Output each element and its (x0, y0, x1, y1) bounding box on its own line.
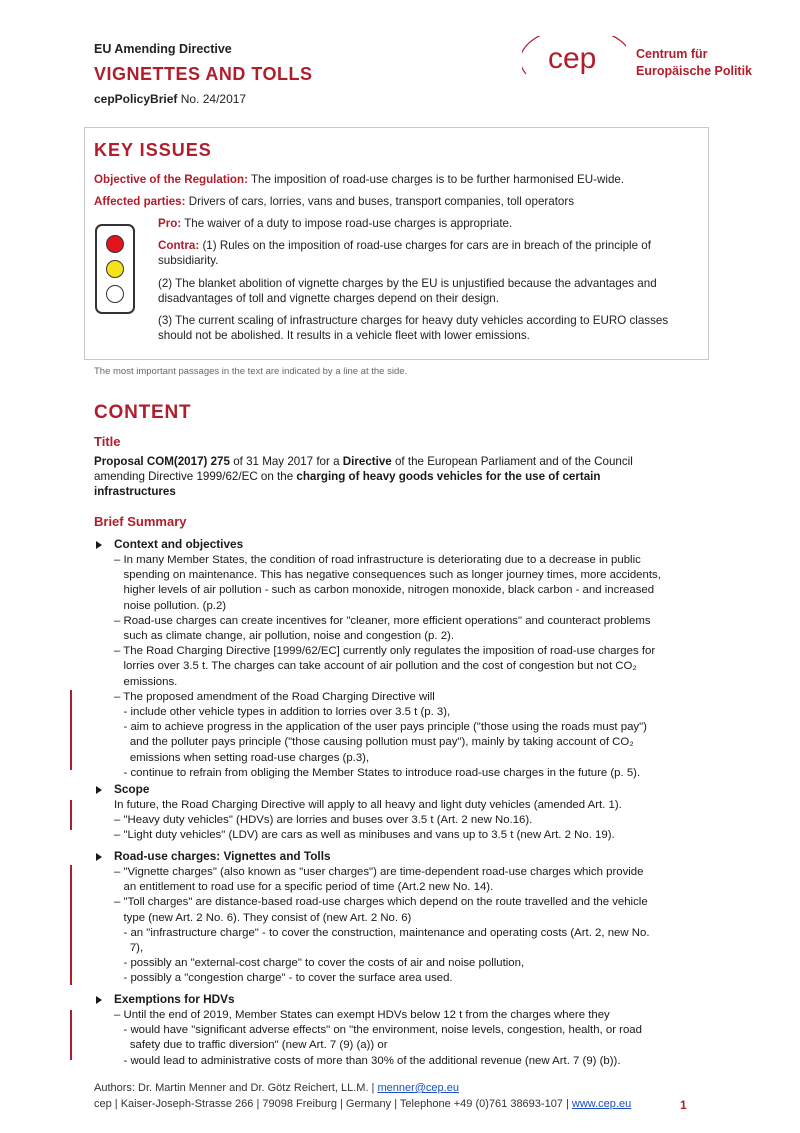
proposal-line-2: amending Directive 1999/62/EC on the charging of heavy goods vehicles for the use of certain (94, 470, 601, 483)
margin-marker (70, 800, 72, 830)
contra-2-line-a: (2) The blanket abolition of vignette charges by the EU is unjustified because the advantages and (158, 277, 657, 290)
footer-address: cep | Kaiser-Joseph-Strasse 266 | 79098 Freiburg | Germany | Telephone +49 (0)761 38693-107 | www.cep.eu (94, 1098, 632, 1110)
body-line: – "Light duty vehicles" (LDV) are cars as well as minibuses and vans up to 3.5 t (new Art. 2 No. 19). (114, 829, 615, 842)
section-exemptions-heading: Exemptions for HDVs (114, 992, 235, 1006)
section-scope-body (114, 798, 704, 844)
margin-line-note: The most important passages in the text are indicated by a line at the side. (94, 366, 408, 377)
traffic-light-icon (95, 224, 135, 314)
body-line: In future, the Road Charging Directive will apply to all heavy and light duty vehicles (amended Art. 1). (114, 799, 622, 811)
body-line: lorries over 3.5 t. The charges can take account of air pollution and the cost of congestion but not CO₂ (114, 660, 637, 673)
body-line: - an "infrastructure charge" - to cover the construction, maintenance and operating costs (Art. 2, new No. (114, 926, 650, 939)
proposal-line-3: infrastructures (94, 485, 176, 498)
body-line: – Until the end of 2019, Member States can exempt HDVs below 12 t from the charges where they (114, 1009, 610, 1021)
yellow-lamp-icon (106, 260, 124, 278)
contra-2-line-b: disadvantages of toll and vignette charges depend on their design. (158, 292, 499, 305)
margin-marker (70, 865, 72, 985)
affected-parties-line: Affected parties: Drivers of cars, lorries, vans and buses, transport companies, toll operators (94, 195, 575, 208)
footer-authors: Authors: Dr. Martin Menner and Dr. Götz Reichert, LL.M. | menner@cep.eu (94, 1082, 459, 1094)
body-line: – Road-use charges can create incentives for "cleaner, more efficient operations" and counteract problems (114, 614, 651, 627)
doc-title: VIGNETTES AND TOLLS (94, 64, 313, 84)
brief-summary-heading: Brief Summary (94, 514, 187, 529)
body-line: and the polluter pays principle ("those causing pollution must pay"), mainly by taking account of CO₂ (114, 736, 634, 749)
contra-3-line-a: (3) The current scaling of infrastructure charges for heavy duty vehicles according to EURO classes (158, 314, 669, 327)
bullet-triangle-icon (96, 996, 102, 1004)
margin-marker (70, 1010, 72, 1060)
section-context-body (114, 553, 704, 781)
margin-marker (70, 690, 72, 770)
proposal-line-1: Proposal COM(2017) 275 of 31 May 2017 for a Directive of the European Parliament and of the Council (94, 455, 633, 468)
contra-1-line-a: Contra: (1) Rules on the imposition of road-use charges for cars are in breach of the principle of (158, 239, 651, 252)
body-line: higher levels of air pollution - such as carbon monoxide, nitrogen monoxide, black carbon - and increased (114, 584, 655, 597)
page-number: 1 (680, 1098, 687, 1112)
body-line: – "Heavy duty vehicles" (HDVs) are lorries and buses over 3.5 t (Art. 2 new No.16). (114, 814, 533, 827)
body-line: emissions. (114, 675, 178, 688)
website-link[interactable]: www.cep.eu (571, 1098, 632, 1110)
body-line: – The Road Charging Directive [1999/62/EC] currently only regulates the imposition of road-use charges for (114, 645, 656, 658)
body-line: spending on maintenance. This has negative consequences such as longer journey times, more accidents, (114, 569, 661, 582)
logo-line-1: Centrum für (636, 47, 708, 61)
body-line: - include other vehicle types in addition to lorries over 3.5 t (p. 3), (114, 706, 451, 719)
body-line: emissions when setting road-use charges (p.3), (114, 751, 370, 764)
cep-logo (522, 36, 632, 84)
doc-kicker: EU Amending Directive (94, 42, 232, 56)
body-line: – The proposed amendment of the Road Charging Directive will (114, 690, 435, 703)
brief-number: No. 24/2017 (177, 92, 247, 106)
author-email-link[interactable]: menner@cep.eu (377, 1082, 459, 1094)
body-line: - would lead to administrative costs of more than 30% of the additional revenue (new Art. 7 (9) (b)). (114, 1054, 621, 1067)
body-line: – In many Member States, the condition of road infrastructure is deteriorating due to a decrease in public (114, 554, 641, 566)
body-line: - aim to achieve progress in the application of the user pays principle ("those using the roads must pay") (114, 721, 647, 734)
cep-logo-text: cep (548, 42, 597, 75)
body-line: noise pollution. (p.2) (114, 599, 227, 612)
bullet-triangle-icon (96, 541, 102, 549)
section-charges-body (114, 865, 704, 987)
red-lamp-icon (106, 235, 124, 253)
body-line: - would have "significant adverse effects" on "the environment, noise levels, congestion, health, or road (114, 1024, 642, 1037)
pro-line: Pro: The waiver of a duty to impose road-use charges is appropriate. (158, 217, 513, 230)
contra-1-line-b: subsidiarity. (158, 254, 219, 267)
body-line: - possibly an "external-cost charge" to cover the costs of air and noise pollution, (114, 957, 525, 970)
section-exemptions-body (114, 1008, 704, 1069)
body-line: - possibly a "congestion charge" - to cover the surface area used. (114, 972, 453, 985)
bullet-triangle-icon (96, 853, 102, 861)
cep-logo-mark-icon (522, 36, 632, 84)
brief-label: cepPolicyBrief (94, 92, 178, 106)
objective-line: Objective of the Regulation: The imposition of road-use charges is to be further harmonised EU-wide. (94, 173, 625, 186)
key-issues-title: KEY ISSUES (94, 140, 212, 160)
policy-brief-number (94, 92, 246, 106)
content-heading: CONTENT (94, 402, 192, 423)
section-context-heading: Context and objectives (114, 537, 244, 551)
body-line: an entitlement to road use for a specific period of time (Art.2 new No. 14). (114, 881, 494, 894)
contra-3-line-b: should not be abolished. It results in a vehicle fleet with lower emissions. (158, 329, 530, 342)
body-line: such as climate change, air pollution, noise and congestion (p. 2). (114, 630, 455, 643)
body-line: – "Toll charges" are distance-based road-use charges which depend on the route travelled and the vehicle (114, 896, 648, 909)
section-scope-heading: Scope (114, 782, 150, 796)
logo-line-2: Europäische Politik (636, 64, 753, 78)
body-line: - continue to refrain from obliging the Member States to introduce road-use charges in the future (p. 5). (114, 766, 641, 779)
body-line: safety due to traffic diversion" (new Art. 7 (9) (a)) or (114, 1039, 388, 1052)
bullet-triangle-icon (96, 786, 102, 794)
section-charges-heading: Road-use charges: Vignettes and Tolls (114, 849, 331, 863)
body-line: 7), (114, 942, 144, 955)
title-subheading: Title (94, 434, 121, 449)
off-lamp-icon (106, 285, 124, 303)
cep-logo-caption (636, 46, 752, 80)
body-line: type (new Art. 2 No. 6). They consist of (new Art. 2 No. 6) (114, 911, 412, 924)
body-line: – "Vignette charges" (also known as "user charges") are time-dependent road-use charges which provide (114, 866, 644, 878)
